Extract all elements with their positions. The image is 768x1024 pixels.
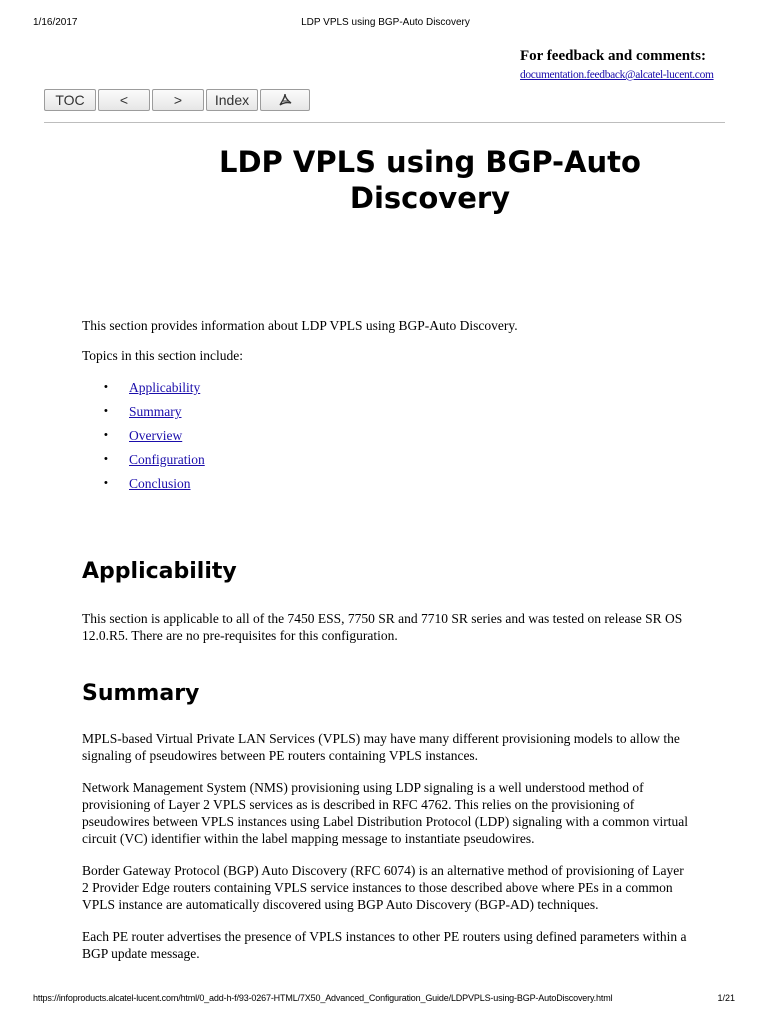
print-page-title: LDP VPLS using BGP-Auto Discovery — [301, 17, 470, 28]
summary-paragraph: Each PE router advertises the presence of VPLS instances to other PE routers using defined parameters within a BGP update message. — [82, 929, 687, 961]
topic-link-applicability[interactable]: Applicability — [129, 380, 201, 395]
bullet: • — [104, 453, 108, 465]
applicability-paragraph: This section is applicable to all of the 7450 ESS, 7750 SR and 7710 SR series and was tested on release SR OS 12.0.R5. There are no pre-requisites for this configuration. — [82, 611, 683, 643]
header-divider — [44, 122, 725, 123]
summary-paragraph: Border Gateway Protocol (BGP) Auto Discovery (RFC 6074) is an alternative method of provisioning of Layer 2 Provider Edge routers containing VPLS service instances to those described above where PEs in a common VPLS instance are automatically discovered using BGP Auto Discovery (BGP-AD) techniques. — [82, 863, 684, 912]
list-item — [104, 403, 205, 427]
feedback-email-link[interactable]: documentation.feedback@alcatel-lucent.com — [520, 69, 714, 81]
topic-link-summary[interactable]: Summary — [129, 404, 182, 419]
list-item — [104, 379, 205, 403]
next-button[interactable]: > — [152, 89, 204, 111]
navigation-bar — [44, 89, 310, 113]
pdf-button[interactable] — [260, 89, 310, 111]
topics-intro: Topics in this section include: — [82, 348, 244, 363]
applicability-heading: Applicability — [82, 559, 237, 584]
summary-paragraph: MPLS-based Virtual Private LAN Services (VPLS) may have many different provisioning models to allow the signaling of pseudowires between PE routers containing VPLS instances. — [82, 731, 680, 763]
feedback-box — [520, 48, 730, 81]
bullet: • — [104, 429, 108, 441]
print-date: 1/16/2017 — [33, 17, 78, 28]
previous-button[interactable]: < — [98, 89, 150, 111]
print-header — [33, 17, 738, 31]
topics-list — [104, 379, 205, 499]
feedback-title: For feedback and comments: — [520, 48, 706, 64]
page-title: LDP VPLS using BGP-Auto Discovery — [219, 145, 641, 215]
topic-link-configuration[interactable]: Configuration — [129, 452, 205, 467]
page-number: 1/21 — [717, 993, 735, 1003]
applicability-section — [82, 610, 692, 644]
print-url: https://infoproducts.alcatel-lucent.com/html/0_add-h-f/93-0267-HTML/7X50_Advanced_Configuration_Guide/LDPVPLS-using-BGP-AutoDiscovery.html — [33, 993, 613, 1003]
intro-section — [82, 317, 692, 364]
list-item — [104, 451, 205, 475]
summary-heading: Summary — [82, 681, 200, 706]
list-item — [104, 427, 205, 451]
intro-paragraph: This section provides information about LDP VPLS using BGP-Auto Discovery. — [82, 318, 518, 333]
toc-button[interactable]: TOC — [44, 89, 96, 111]
summary-section — [82, 730, 692, 977]
bullet: • — [104, 477, 108, 489]
bullet: • — [104, 381, 108, 393]
topic-link-overview[interactable]: Overview — [129, 428, 183, 443]
index-button[interactable]: Index — [206, 89, 258, 111]
topic-link-conclusion[interactable]: Conclusion — [129, 476, 191, 491]
pdf-icon — [277, 92, 293, 108]
print-footer — [33, 993, 735, 1007]
summary-paragraph: Network Management System (NMS) provisioning using LDP signaling is a well understood method of provisioning of Layer 2 VPLS services as is described in RFC 4762. This relies on the provisioning of pseudowires between VPLS instances using Label Distribution Protocol (LDP) signaling with a common virtual circuit (VC) identifier within the label mapping message to instantiate pseudowires. — [82, 780, 689, 846]
list-item — [104, 475, 205, 499]
bullet: • — [104, 405, 108, 417]
